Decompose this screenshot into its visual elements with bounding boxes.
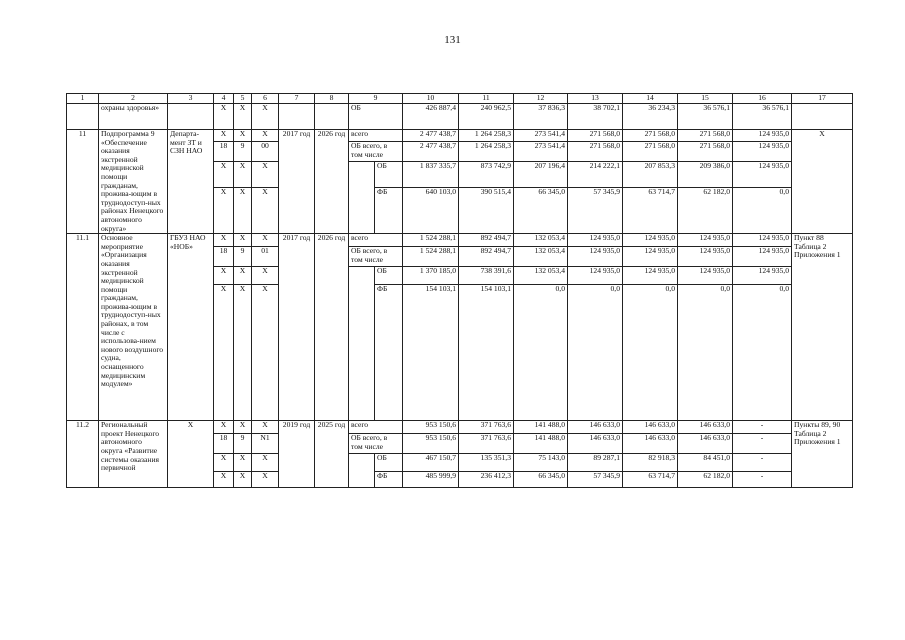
value-cell: 485 999,9 [403, 472, 459, 488]
funding-source-label: всего [349, 130, 403, 142]
value-cell: 0,0 [733, 285, 792, 421]
value-cell: 271 568,0 [623, 130, 678, 142]
value-cell: 2 477 438,7 [403, 142, 459, 162]
column-header-6: 6 [252, 94, 279, 104]
code-cell: X [252, 285, 279, 421]
start-year-cell: 2017 год [279, 234, 315, 421]
end-year-cell: 2025 год [315, 421, 349, 488]
code-cell: X [214, 188, 234, 234]
code-cell: X [214, 267, 234, 285]
value-cell: 132 053,4 [514, 234, 568, 247]
column-header-5: 5 [234, 94, 252, 104]
row-number-cell [67, 104, 99, 130]
code-cell: 18 [214, 434, 234, 454]
value-cell: 63 714,7 [623, 188, 678, 234]
code-cell: 18 [214, 247, 234, 267]
value-cell: 124 935,0 [623, 234, 678, 247]
column-header-15: 15 [678, 94, 733, 104]
code-cell: X [252, 162, 279, 188]
value-cell: 0,0 [733, 188, 792, 234]
value-cell: 0,0 [568, 285, 623, 421]
value-cell: 1 837 335,7 [403, 162, 459, 188]
value-cell: 57 345,9 [568, 188, 623, 234]
block-total-row [67, 130, 853, 142]
column-header-1: 1 [67, 94, 99, 104]
value-cell: 124 935,0 [568, 234, 623, 247]
start-year-cell: 2019 год [279, 421, 315, 488]
funding-source-label: ОБ [349, 104, 403, 130]
value-cell: - [733, 454, 792, 472]
value-cell: 892 494,7 [459, 234, 514, 247]
reference-cell: X [792, 130, 853, 234]
code-cell: X [214, 421, 234, 434]
value-cell: 124 935,0 [733, 142, 792, 162]
value-cell: 2 477 438,7 [403, 130, 459, 142]
row-number-cell: 11.2 [67, 421, 99, 488]
value-cell: 390 515,4 [459, 188, 514, 234]
value-cell: 873 742,9 [459, 162, 514, 188]
value-cell: 146 633,0 [678, 421, 733, 434]
end-year-cell: 2026 год [315, 234, 349, 421]
spacer-cell [349, 454, 375, 488]
code-cell: X [252, 234, 279, 247]
funding-source-label: ОБ всего, в том числе [349, 247, 403, 267]
end-year-cell [315, 104, 349, 130]
start-year-cell [279, 104, 315, 130]
header-row [67, 94, 853, 104]
value-cell: 124 935,0 [733, 162, 792, 188]
row-number-cell: 11.1 [67, 234, 99, 421]
reference-cell: Пункты 89, 90 Таблица 2 Приложения 1 [792, 421, 853, 488]
measure-name-cell: Подпрограмма 9 «Обеспечение оказания экстренной медицинской помощи гражданам, прожива-ющим в труднодоступ-ных районах Ненецкого автономного округа» [99, 130, 168, 234]
value-cell: 273 541,4 [514, 142, 568, 162]
value-cell: 271 568,0 [678, 130, 733, 142]
code-cell: 9 [234, 434, 252, 454]
code-cell: 9 [234, 247, 252, 267]
column-header-3: 3 [168, 94, 214, 104]
value-cell: 124 935,0 [733, 234, 792, 247]
value-cell: 214 222,1 [568, 162, 623, 188]
value-cell: 426 887,4 [403, 104, 459, 130]
code-cell: X [214, 472, 234, 488]
code-cell: X [234, 104, 252, 130]
code-cell: N1 [252, 434, 279, 454]
value-cell: 371 763,6 [459, 434, 514, 454]
spacer-cell [349, 162, 375, 234]
column-header-16: 16 [733, 94, 792, 104]
funding-source-label: всего [349, 421, 403, 434]
value-cell: 273 541,4 [514, 130, 568, 142]
column-header-7: 7 [279, 94, 315, 104]
value-cell: 63 714,7 [623, 472, 678, 488]
value-cell: 124 935,0 [678, 267, 733, 285]
code-cell: X [252, 472, 279, 488]
code-cell: X [214, 454, 234, 472]
value-cell: 124 935,0 [733, 267, 792, 285]
funding-source-label: всего [349, 234, 403, 247]
column-header-13: 13 [568, 94, 623, 104]
value-cell: 124 935,0 [623, 267, 678, 285]
code-cell: X [234, 234, 252, 247]
value-cell: 132 053,4 [514, 247, 568, 267]
value-cell: 371 763,6 [459, 421, 514, 434]
value-cell: 75 143,0 [514, 454, 568, 472]
value-cell: - [733, 472, 792, 488]
executor-cell: Департа-мент ЗТ и СЗН НАО [168, 130, 214, 234]
value-cell: 271 568,0 [678, 142, 733, 162]
value-cell: 146 633,0 [568, 434, 623, 454]
code-cell: X [234, 285, 252, 421]
code-cell: X [252, 104, 279, 130]
value-cell: 36 234,3 [623, 104, 678, 130]
value-cell: 36 576,1 [733, 104, 792, 130]
value-cell: 146 633,0 [623, 434, 678, 454]
value-cell: 135 351,3 [459, 454, 514, 472]
column-header-12: 12 [514, 94, 568, 104]
code-cell: X [234, 188, 252, 234]
executor-cell [168, 104, 214, 130]
code-cell: X [252, 267, 279, 285]
column-header-2: 2 [99, 94, 168, 104]
value-cell: 124 935,0 [733, 130, 792, 142]
value-cell: 1 524 288,1 [403, 247, 459, 267]
column-header-14: 14 [623, 94, 678, 104]
value-cell: 141 488,0 [514, 421, 568, 434]
value-cell: 154 103,1 [459, 285, 514, 421]
measure-name-cell: охраны здоровья» [99, 104, 168, 130]
value-cell: 953 150,6 [403, 421, 459, 434]
funding-source-label: ФБ [375, 285, 403, 421]
value-cell: 124 935,0 [568, 267, 623, 285]
value-cell: 236 412,3 [459, 472, 514, 488]
page-number: 131 [444, 34, 461, 46]
value-cell: - [733, 434, 792, 454]
value-cell: 240 962,5 [459, 104, 514, 130]
code-cell: X [234, 162, 252, 188]
code-cell: X [252, 130, 279, 142]
value-cell: - [733, 421, 792, 434]
executor-cell: ГБУЗ НАО «НОБ» [168, 234, 214, 421]
code-cell: X [214, 285, 234, 421]
column-header-4: 4 [214, 94, 234, 104]
code-cell: X [214, 130, 234, 142]
measure-name-cell: Основное мероприятие «Организация оказания экстренной медицинской помощи гражданам, прожива-ющим в труднодоступ-ных районах, в том числе с использова-нием нового воздушного судна, оснащенного медицинским модулем» [99, 234, 168, 421]
column-header-10: 10 [403, 94, 459, 104]
value-cell: 62 182,0 [678, 472, 733, 488]
value-cell: 1 264 258,3 [459, 142, 514, 162]
code-cell: X [234, 267, 252, 285]
block-total-row [67, 234, 853, 247]
value-cell: 1 264 258,3 [459, 130, 514, 142]
code-cell: X [252, 421, 279, 434]
value-cell: 62 182,0 [678, 188, 733, 234]
reference-cell [792, 104, 853, 130]
value-cell: 146 633,0 [623, 421, 678, 434]
code-cell: 9 [234, 142, 252, 162]
end-year-cell: 2026 год [315, 130, 349, 234]
code-cell: X [234, 454, 252, 472]
value-cell: 154 103,1 [403, 285, 459, 421]
value-cell: 1 524 288,1 [403, 234, 459, 247]
funding-source-label: ОБ [375, 162, 403, 188]
value-cell: 84 451,0 [678, 454, 733, 472]
measure-name-cell: Региональный проект Ненецкого автономного округа «Развитие системы оказания первичной [99, 421, 168, 488]
value-cell: 467 150,7 [403, 454, 459, 472]
start-year-cell: 2017 год [279, 130, 315, 234]
value-cell: 0,0 [514, 285, 568, 421]
value-cell: 207 196,4 [514, 162, 568, 188]
value-cell: 36 576,1 [678, 104, 733, 130]
value-cell: 738 391,6 [459, 267, 514, 285]
value-cell: 89 287,1 [568, 454, 623, 472]
value-cell: 207 853,3 [623, 162, 678, 188]
value-cell: 38 702,1 [568, 104, 623, 130]
value-cell: 57 345,9 [568, 472, 623, 488]
block-total-row [67, 421, 853, 434]
funding-source-label: ФБ [375, 472, 403, 488]
value-cell: 124 935,0 [678, 234, 733, 247]
funding-source-label: ФБ [375, 188, 403, 234]
code-cell: X [214, 162, 234, 188]
code-cell: X [234, 472, 252, 488]
code-cell: X [234, 421, 252, 434]
column-header-8: 8 [315, 94, 349, 104]
code-cell: X [252, 188, 279, 234]
row-number-cell: 11 [67, 130, 99, 234]
column-header-9: 9 [349, 94, 403, 104]
value-cell: 37 836,3 [514, 104, 568, 130]
spacer-cell [349, 267, 375, 421]
executor-cell: X [168, 421, 214, 488]
funding-source-label: ОБ [375, 267, 403, 285]
value-cell: 66 345,0 [514, 472, 568, 488]
funding-source-label: ОБ [375, 454, 403, 472]
code-cell: X [214, 234, 234, 247]
value-cell: 0,0 [623, 285, 678, 421]
column-header-11: 11 [459, 94, 514, 104]
value-cell: 271 568,0 [568, 142, 623, 162]
value-cell: 271 568,0 [568, 130, 623, 142]
value-cell: 66 345,0 [514, 188, 568, 234]
value-cell: 124 935,0 [733, 247, 792, 267]
value-cell: 146 633,0 [568, 421, 623, 434]
code-cell: X [214, 104, 234, 130]
funding-source-label: ОБ всего, в том числе [349, 142, 403, 162]
value-cell: 640 103,0 [403, 188, 459, 234]
value-cell: 271 568,0 [623, 142, 678, 162]
code-cell: X [252, 454, 279, 472]
value-cell: 141 488,0 [514, 434, 568, 454]
value-cell: 0,0 [678, 285, 733, 421]
value-cell: 124 935,0 [678, 247, 733, 267]
value-cell: 124 935,0 [623, 247, 678, 267]
code-cell: 18 [214, 142, 234, 162]
value-cell: 146 633,0 [678, 434, 733, 454]
continuation-row [67, 104, 853, 130]
value-cell: 124 935,0 [568, 247, 623, 267]
value-cell: 953 150,6 [403, 434, 459, 454]
funding-source-label: ОБ всего, в том числе [349, 434, 403, 454]
value-cell: 892 494,7 [459, 247, 514, 267]
budget-table [66, 93, 853, 488]
code-cell: X [234, 130, 252, 142]
column-header-17: 17 [792, 94, 853, 104]
code-cell: 01 [252, 247, 279, 267]
value-cell: 209 386,0 [678, 162, 733, 188]
value-cell: 1 370 185,0 [403, 267, 459, 285]
value-cell: 82 918,3 [623, 454, 678, 472]
value-cell: 132 053,4 [514, 267, 568, 285]
code-cell: 00 [252, 142, 279, 162]
reference-cell: Пункт 88 Таблица 2 Приложения 1 [792, 234, 853, 421]
